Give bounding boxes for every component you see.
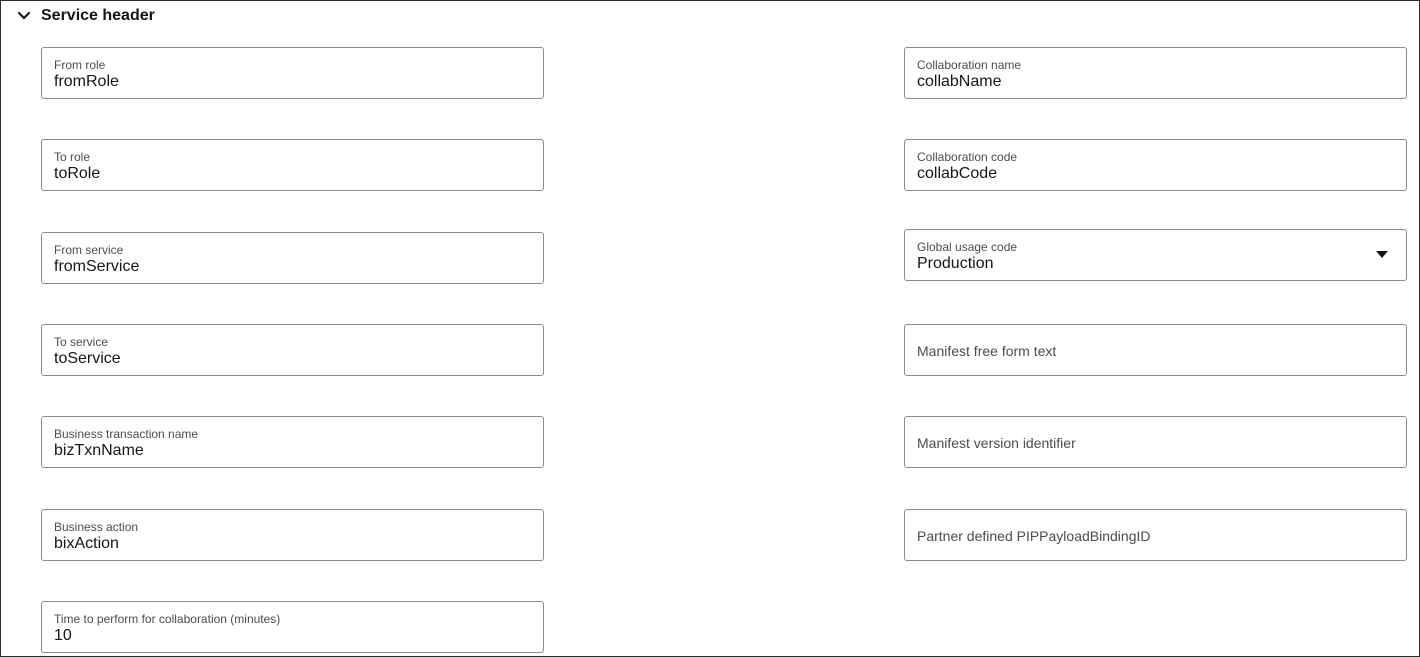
from-service-value[interactable]: fromService: [54, 258, 140, 275]
to-role-label: To role: [54, 150, 91, 164]
to-service-field[interactable]: [41, 324, 544, 376]
global-usage-code-value[interactable]: Production: [917, 255, 994, 272]
to-role-value[interactable]: toRole: [54, 165, 101, 182]
time-to-perform-label: Time to perform for collaboration (minutes): [54, 612, 281, 626]
collaboration-name-label: Collaboration name: [917, 58, 1022, 72]
manifest-version-identifier-placeholder[interactable]: Manifest version identifier: [917, 435, 1076, 451]
from-service-field[interactable]: [41, 232, 544, 284]
global-usage-code-label: Global usage code: [917, 240, 1018, 254]
manifest-free-form-text-placeholder[interactable]: Manifest free form text: [917, 343, 1057, 359]
business-transaction-name-value[interactable]: bizTxnName: [54, 442, 144, 459]
collaboration-name-value[interactable]: collabName: [917, 73, 1002, 90]
collaboration-code-value[interactable]: collabCode: [917, 165, 998, 182]
collaboration-code-label: Collaboration code: [917, 150, 1018, 164]
time-to-perform-field[interactable]: [41, 601, 544, 653]
chevron-down-icon[interactable]: [15, 7, 33, 25]
from-role-label: From role: [54, 58, 106, 72]
business-action-label: Business action: [54, 520, 139, 534]
pip-payload-binding-id-field[interactable]: [904, 509, 1407, 561]
business-transaction-name-label: Business transaction name: [54, 427, 199, 441]
service-header-toggle[interactable]: [15, 4, 155, 28]
caret-down-icon[interactable]: [1376, 251, 1388, 258]
business-transaction-name-field[interactable]: [41, 416, 544, 468]
collaboration-name-field[interactable]: [904, 47, 1407, 99]
global-usage-code-select[interactable]: [904, 229, 1407, 281]
manifest-version-identifier-field[interactable]: [904, 416, 1407, 468]
to-service-value[interactable]: toService: [54, 350, 121, 367]
collaboration-code-field[interactable]: [904, 139, 1407, 191]
pip-payload-binding-id-placeholder[interactable]: Partner defined PIPPayloadBindingID: [917, 528, 1151, 544]
from-role-field[interactable]: [41, 47, 544, 99]
manifest-free-form-text-field[interactable]: [904, 324, 1407, 376]
business-action-field[interactable]: [41, 509, 544, 561]
from-role-value[interactable]: fromRole: [54, 73, 119, 90]
from-service-label: From service: [54, 243, 124, 257]
to-service-label: To service: [54, 335, 109, 349]
time-to-perform-value[interactable]: 10: [54, 627, 72, 644]
to-role-field[interactable]: [41, 139, 544, 191]
section-title: Service header: [41, 7, 155, 24]
business-action-value[interactable]: bixAction: [54, 535, 119, 552]
